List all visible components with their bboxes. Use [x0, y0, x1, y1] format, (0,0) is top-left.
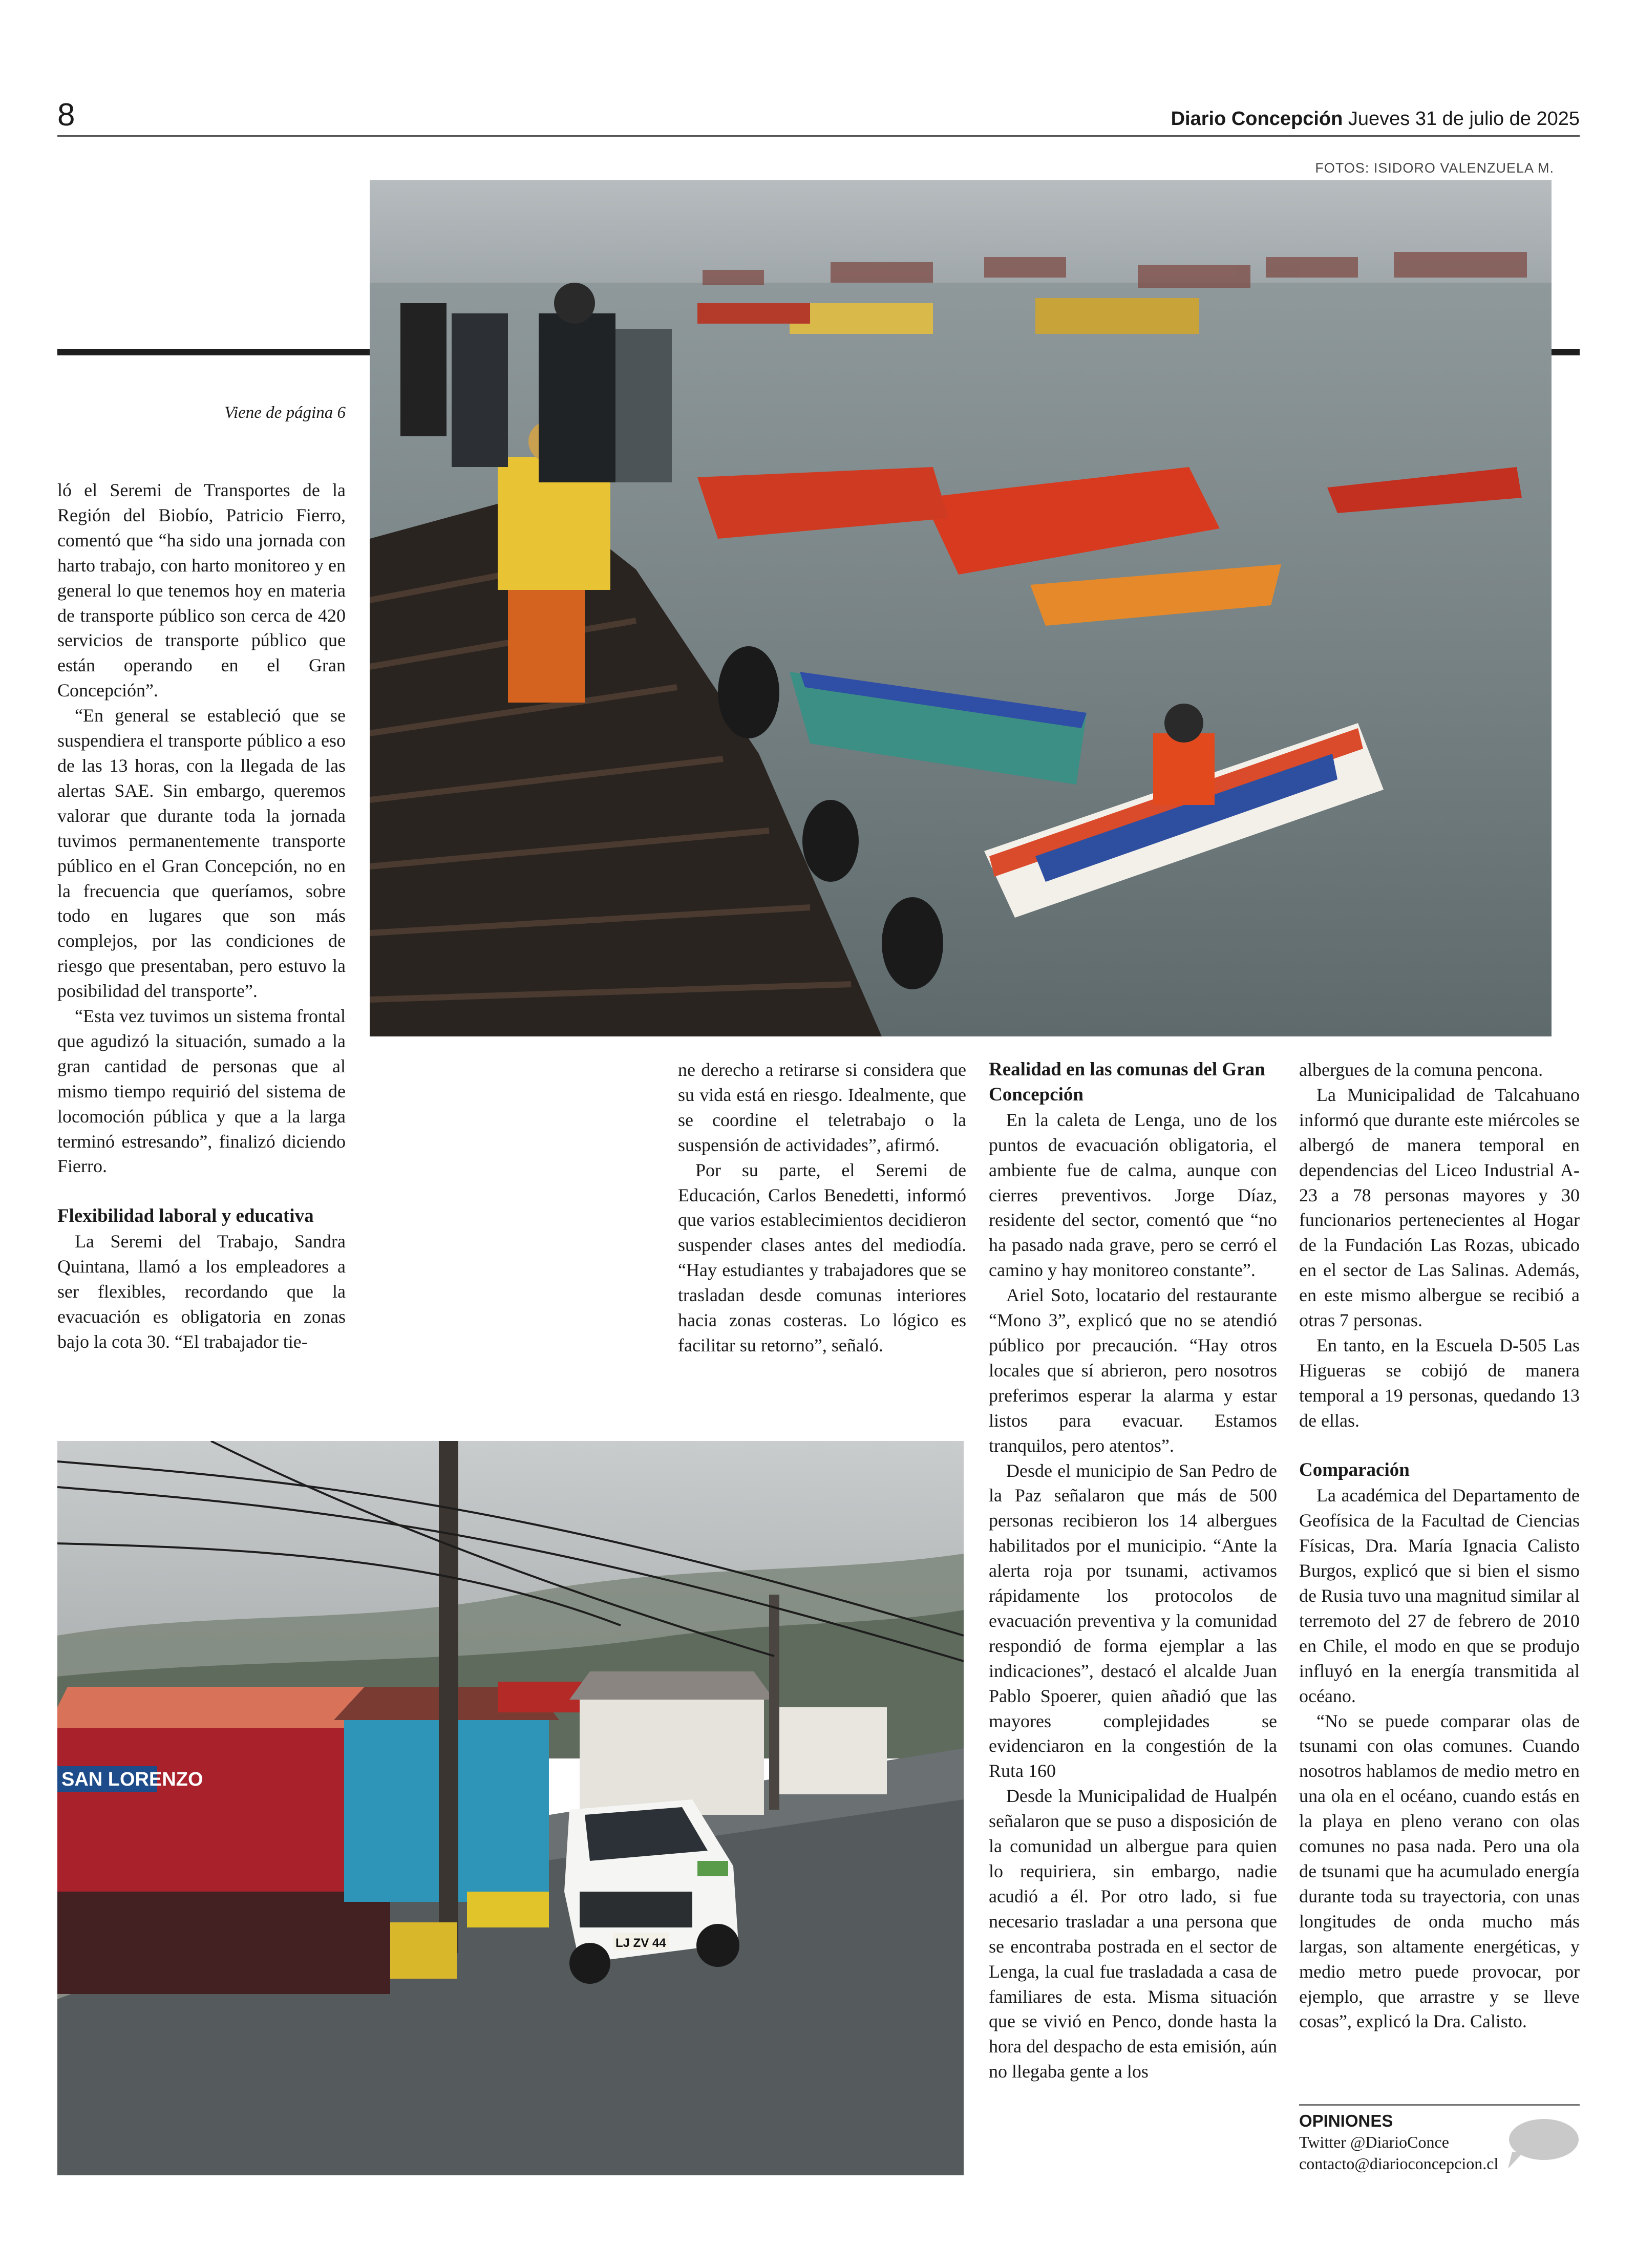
col4-paragraph-1: albergues de la comuna pencona. [1299, 1059, 1543, 1080]
col2-paragraph-1: ne derecho a retirarse si considera que su vida está en riesgo. Idealmente, que se coordine el teletrabajo o la suspensión de actividades”, afirmó. [678, 1059, 966, 1155]
article-column-1 [57, 478, 346, 1354]
subheading-comparacion: Comparación [1299, 1459, 1410, 1481]
opinions-twitter[interactable]: Twitter @DiarioConce [1299, 2133, 1449, 2151]
opinions-email[interactable]: contacto@diarioconcepcion.cl [1299, 2154, 1499, 2173]
opinions-contact-box [1299, 2104, 1580, 2174]
harbor-photo-illustration [370, 180, 1552, 1036]
col3-paragraph-3: Desde el municipio de San Pedro de la Paz señalaron que más de 500 personas recibieron los 14 albergues habilitados por el municipio. “Ante la alerta roja por tsunami, activamos rápidamente los protocolos de evacuación preventiva y la comunidad respondió de forma ejemplar a las indicaciones”, destacó el alcalde Juan Pablo Spoerer, quien añadió que las mayores complejidades se evidenciaron en la congestión de la Ruta 160 [989, 1460, 1277, 1782]
col4-paragraph-5: “No se puede comparar olas de tsunami con olas comunes. Cuando nosotros hablamos de medio metro en una ola en el océano, cuando estás en la playa en pleno verano con olas comunes no pasa nada. Pero una ola de tsunami que ha acumulado energía durante toda su trayectoria, con unas longitudes de onda mucho más largas, son altamente energéticas, y medio metro puede provocar, por ejemplo, que arrastre y se lleve cosas”, explicó la Dra. Calisto. [1299, 1710, 1580, 2032]
article-column-2 [678, 1057, 966, 1358]
subheading-flexibilidad: Flexibilidad laboral y educativa [57, 1205, 314, 1227]
subheading-realidad: Realidad en las comunas del Gran Concepción [989, 1059, 1265, 1105]
harbor-photo [370, 180, 1552, 1036]
street-photo-illustration [57, 1441, 964, 2175]
speech-bubble-icon [1503, 2116, 1580, 2173]
opinions-title: OPINIONES [1299, 2111, 1393, 2130]
header-rule [57, 135, 1580, 137]
article-column-3 [989, 1057, 1277, 2084]
photo-credit: FOTOS: ISIDORO VALENZUELA M. [1315, 160, 1554, 176]
publication-name: Diario Concepción [1171, 108, 1343, 130]
col2-paragraph-2: Por su parte, el Seremi de Educación, Carlos Benedetti, informó que varios establecimientos decidieron suspender clases antes del mediodía. “Hay estudiantes y trabajadores que se trasladan desde comunas interiores hacia zonas costeras. Lo lógico es facilitar su retorno”, señaló. [678, 1159, 966, 1355]
col1-paragraph-3: “Esta vez tuvimos un sistema frontal que agudizó la situación, sumado a la gran cantidad de personas que al mismo tiempo requirió del sistema de locomoción pública y que a la larga terminó estresando”, finalizó diciendo Fierro. [57, 1006, 346, 1177]
section-rule-right [1552, 349, 1580, 355]
masthead [1171, 107, 1580, 131]
section-rule-left [57, 349, 370, 355]
col4-paragraph-3: En tanto, en la Escuela D-505 Las Higueras se cobijó de manera temporal a 19 personas, quedando 13 de ellas. [1299, 1334, 1580, 1431]
col1-paragraph-2: “En general se estableció que se suspendiera el transporte público a eso de las 13 horas, con la llegada de las alertas SAE. Sin embargo, queremos valorar que durante toda la jornada tuvimos permanentemente transporte público en el Gran Concepción, no en la frecuencia que queríamos, sobre todo en lugares que son más complejos, por las condiciones de riesgo que presentaban, pero estuvo la posibilidad del transporte”. [57, 705, 346, 1002]
col3-paragraph-1: En la caleta de Lenga, uno de los puntos de evacuación obligatoria, el ambiente fue de calma, aunque con cierres preventivos. Jorge Díaz, residente del sector, comentó que “no ha pasado nada grave, pero se cerró el camino y hay monitoreo constante”. [989, 1109, 1277, 1281]
publication-date: Jueves 31 de julio de 2025 [1348, 108, 1580, 130]
col4-paragraph-2: La Municipalidad de Talcahuano informó que durante este miércoles se albergó de manera temporal en dependencias del Liceo Industrial A-23 a 78 personas mayores y 30 funcionarios pertenecientes al Hogar de la Fundación Las Rozas, ubicado en el sector de Las Salinas. Además, en este mismo albergue se recibió a otras 7 personas. [1299, 1084, 1580, 1331]
opinions-rule [1299, 2104, 1580, 2106]
license-plate: LJ ZV 44 [615, 1936, 666, 1950]
col3-paragraph-4: Desde la Municipalidad de Hualpén señalaron que se puso a disposición de la comunidad un albergue para quien lo requiriera, sin embargo, nadie acudió a él. Por otro lado, si fue necesario trasladar a una persona que se encontraba postrada en el sector de Lenga, la cual fue trasladada a casa de familiares de esta. Misma situación que se vivió en Penco, donde hasta la hora del despacho de esta emisión, aún no llegaba gente a los [989, 1786, 1277, 2082]
store-sign: SAN LORENZO [61, 1769, 203, 1790]
col3-paragraph-2: Ariel Soto, locatario del restaurante “Mono 3”, explicó que no se atendió público por precaución. “Hay otros locales que sí abrieron, pero nosotros preferimos esperar la alarma y estar listos para evacuar. Estamos tranquilos, pero atentos”. [989, 1285, 1277, 1456]
col4-paragraph-4: La académica del Departamento de Geofísica de la Facultad de Ciencias Físicas, Dra. María Ignacia Calisto Burgos, explicó que si bien el sismo de Rusia tuvo una magnitud similar al terremoto del 27 de febrero de 2010 en Chile, el modo en que se produjo influyó en la energía transmitida al océano. [1299, 1485, 1580, 1706]
street-photo [57, 1441, 964, 2175]
continued-from-note: Viene de página 6 [224, 404, 346, 422]
article-column-4 [1299, 1057, 1580, 2034]
page-number: 8 [57, 97, 75, 133]
col1-paragraph-4: La Seremi del Trabajo, Sandra Quintana, llamó a los empleadores a ser flexibles, recordando que la evacuación es obligatoria en zonas bajo la cota 30. “El trabajador tie- [57, 1231, 346, 1352]
col1-paragraph-1: ló el Seremi de Transportes de la Región del Biobío, Patricio Fierro, comentó que “ha sido una jornada con harto trabajo, con harto monitoreo y en general lo que tenemos hoy en materia de transporte público son cerca de 420 servicios de transporte público que están operando en el Gran Concepción”. [57, 480, 346, 701]
